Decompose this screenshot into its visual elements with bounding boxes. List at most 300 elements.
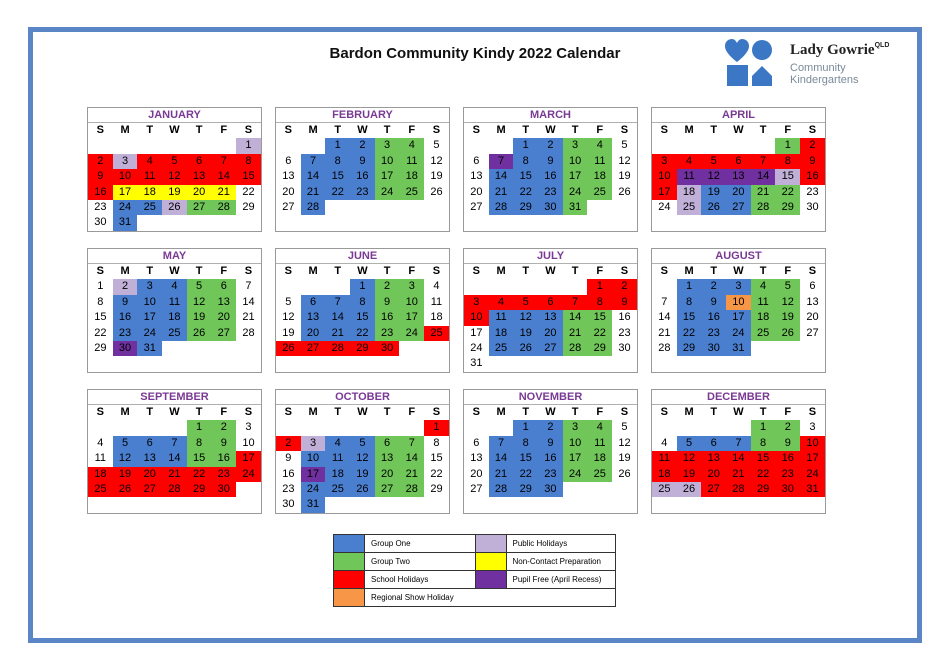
empty-cell [652,279,677,294]
day-cell: 7 [489,436,514,451]
day-cell: 21 [399,467,424,482]
day-cell: 23 [618,326,631,339]
day-cell: 27 [726,200,751,215]
logo-name: Lady Gowrie$^{QLD}$ [790,42,890,58]
weekday-header: M [684,406,694,418]
day-cell: 31 [470,357,483,370]
day-cell: 7 [489,154,514,169]
day-cell: 10 [137,295,162,310]
month-name: OCTOBER [276,390,449,405]
day-cell: 2 [211,420,236,435]
day-cell: 19 [618,170,631,183]
day-cell: 7 [563,295,588,310]
day-cell: 16 [350,169,375,184]
weekday-header: T [710,265,718,277]
day-cell: 13 [301,310,326,325]
day-cell: 15 [513,169,538,184]
day-cell: 5 [433,139,440,152]
day-cell: 6 [726,154,751,169]
day-cell: 30 [282,498,295,511]
day-cell: 13 [806,295,819,308]
empty-cell [325,420,350,435]
day-cell: 7 [245,280,252,293]
day-cell: 7 [301,154,326,169]
day-cell: 29 [242,200,255,213]
weekday-header: T [383,265,391,277]
empty-cell [424,497,449,512]
month-name: MARCH [464,108,637,123]
empty-cell [800,215,825,230]
day-cell: 6 [473,436,480,449]
day-cell: 28 [301,200,326,215]
day-cell: 23 [538,467,563,482]
day-cell: 6 [538,295,563,310]
day-cell: 24 [113,200,138,215]
weekday-header: M [308,124,318,136]
day-cell: 12 [282,311,295,324]
day-cell: 16 [538,169,563,184]
day-cell: 12 [618,154,631,167]
day-cell: 4 [162,279,187,294]
empty-cell [726,497,751,512]
day-cell: 4 [587,138,612,153]
day-cell: 15 [513,451,538,466]
day-cell: 29 [587,341,612,356]
day-cell: 11 [430,295,443,308]
day-cell: 30 [806,200,819,213]
day-cell: 25 [587,467,612,482]
day-cell: 24 [726,326,751,341]
empty-cell [236,341,261,356]
weekday-header: T [146,124,154,136]
empty-cell [751,215,776,230]
day-cell: 27 [806,326,819,339]
empty-cell [563,356,588,371]
empty-cell [424,356,449,371]
day-cell: 16 [211,451,236,466]
day-cell: 30 [618,341,631,354]
day-cell: 1 [677,279,702,294]
day-cell: 7 [399,436,424,451]
weekday-header: M [120,124,130,136]
empty-cell [489,420,514,435]
day-cell: 24 [800,467,825,482]
day-cell: 20 [187,185,212,200]
empty-cell [301,215,326,230]
weekday-header: T [146,265,154,277]
day-cell: 29 [677,341,702,356]
legend-label: Group Two [371,557,410,566]
day-cell: 20 [211,310,236,325]
empty-cell [276,279,301,294]
empty-cell [137,138,162,153]
weekday-header: W [733,124,744,136]
day-cell: 31 [563,200,588,215]
day-cell: 18 [88,467,113,482]
day-cell: 25 [424,326,449,341]
day-cell: 20 [470,467,483,480]
day-cell: 3 [301,436,326,451]
day-cell: 27 [137,482,162,497]
day-cell: 13 [470,452,483,465]
day-cell: 11 [94,452,107,465]
day-cell: 6 [809,280,816,293]
day-cell: 9 [538,154,563,169]
day-cell: 11 [489,310,514,325]
month-name: MAY [88,249,261,264]
weekday-header: M [684,124,694,136]
day-cell: 1 [236,138,261,153]
day-cell: 28 [658,341,671,354]
empty-cell [587,497,612,512]
month-name: JUNE [276,249,449,264]
day-cell: 3 [809,421,816,434]
weekday-header: S [472,124,481,136]
empty-cell [276,215,301,230]
weekday-header: T [146,406,154,418]
day-cell: 10 [652,169,677,184]
weekday-header: T [383,124,391,136]
day-cell: 14 [399,451,424,466]
weekday-header: T [334,124,342,136]
empty-cell [236,215,261,230]
day-cell: 1 [587,279,612,294]
day-cell: 9 [538,436,563,451]
weekday-header: S [284,124,293,136]
day-cell: 14 [242,295,255,308]
day-cell: 19 [282,326,295,339]
day-cell: 23 [701,326,726,341]
day-cell: 21 [658,326,671,339]
weekday-header: W [357,406,368,418]
day-cell: 22 [775,185,800,200]
day-cell: 28 [489,200,514,215]
month-november [463,389,638,514]
weekday-header: T [383,406,391,418]
month-february [275,107,450,232]
day-cell: 2 [375,279,400,294]
empty-cell [211,497,236,512]
empty-cell [424,200,449,215]
empty-cell [563,497,588,512]
weekday-header: S [660,265,669,277]
empty-cell [489,279,514,294]
empty-cell [464,279,489,294]
weekday-header: T [522,124,530,136]
empty-cell [162,356,187,371]
empty-cell [399,420,424,435]
day-cell: 17 [800,451,825,466]
empty-cell [113,420,138,435]
day-cell: 4 [677,154,702,169]
day-cell: 27 [538,341,563,356]
empty-cell [701,138,726,153]
weekday-header: T [195,406,203,418]
day-cell: 8 [587,295,612,310]
day-cell: 30 [375,341,400,356]
day-cell: 8 [513,154,538,169]
empty-cell [587,356,612,371]
day-cell: 16 [775,451,800,466]
weekday-header: S [96,124,105,136]
day-cell: 10 [242,436,255,449]
day-cell: 9 [775,436,800,451]
day-cell: 16 [800,169,825,184]
weekday-header: S [284,406,293,418]
empty-cell [489,356,514,371]
day-cell: 27 [211,326,236,341]
day-cell: 16 [282,467,295,480]
day-cell: 15 [94,311,107,324]
day-cell: 3 [464,295,489,310]
weekday-header: M [120,265,130,277]
weekday-header: T [522,406,530,418]
day-cell: 11 [399,154,424,169]
day-cell: 4 [587,420,612,435]
day-cell: 19 [350,467,375,482]
day-cell: 17 [137,310,162,325]
day-cell: 1 [424,420,449,435]
day-cell: 4 [433,280,440,293]
day-cell: 2 [775,420,800,435]
empty-cell [211,356,236,371]
empty-cell [276,356,301,371]
month-grid [276,405,449,513]
legend-swatch [334,589,365,606]
day-cell: 13 [726,169,751,184]
day-cell: 8 [350,295,375,310]
empty-cell [652,420,677,435]
day-cell: 12 [775,295,800,310]
day-cell: 31 [301,497,326,512]
logo [724,38,924,90]
month-grid [652,123,825,231]
day-cell: 12 [701,169,726,184]
day-cell: 2 [113,279,138,294]
legend-swatch [476,553,507,570]
weekday-header: T [334,406,342,418]
empty-cell [751,341,776,356]
empty-cell [677,497,702,512]
day-cell: 4 [325,436,350,451]
empty-cell [513,215,538,230]
empty-cell [375,215,400,230]
day-cell: 22 [751,467,776,482]
empty-cell [375,200,400,215]
empty-cell [464,420,489,435]
day-cell: 9 [88,169,113,184]
empty-cell [612,356,637,371]
empty-cell [677,138,702,153]
day-cell: 22 [242,185,255,198]
day-cell: 17 [652,185,677,200]
day-cell: 18 [325,467,350,482]
day-cell: 8 [325,154,350,169]
empty-cell [800,356,825,371]
day-cell: 18 [652,467,677,482]
day-cell: 10 [399,295,424,310]
day-cell: 2 [276,436,301,451]
day-cell: 14 [211,169,236,184]
weekday-header: S [808,406,817,418]
day-cell: 9 [350,154,375,169]
empty-cell [652,215,677,230]
day-cell: 12 [162,169,187,184]
day-cell: 3 [375,138,400,153]
empty-cell [137,420,162,435]
day-cell: 14 [658,311,671,324]
day-cell: 10 [800,436,825,451]
weekday-header: M [120,406,130,418]
weekday-header: F [408,265,416,277]
legend [333,534,616,607]
day-cell: 20 [301,326,326,341]
weekday-header: F [784,265,792,277]
weekday-header: S [808,265,817,277]
day-cell: 11 [137,169,162,184]
day-cell: 28 [211,200,236,215]
empty-cell [677,420,702,435]
day-cell: 26 [775,326,800,341]
day-cell: 18 [162,310,187,325]
day-cell: 12 [187,295,212,310]
day-cell: 10 [726,295,751,310]
weekday-header: S [284,265,293,277]
empty-cell [162,420,187,435]
empty-cell [751,138,776,153]
empty-cell [88,138,113,153]
day-cell: 17 [563,451,588,466]
empty-cell [775,356,800,371]
day-cell: 15 [775,169,800,184]
day-cell: 5 [513,295,538,310]
day-cell: 22 [513,185,538,200]
day-cell: 30 [701,341,726,356]
empty-cell [775,341,800,356]
day-cell: 2 [538,420,563,435]
empty-cell [162,497,187,512]
day-cell: 10 [563,436,588,451]
month-name: FEBRUARY [276,108,449,123]
legend-label: Non-Contact Preparation [512,557,601,566]
day-cell: 5 [621,421,628,434]
empty-cell [187,138,212,153]
day-cell: 22 [513,467,538,482]
empty-cell [612,215,637,230]
day-cell: 3 [399,279,424,294]
day-cell: 9 [375,295,400,310]
empty-cell [652,356,677,371]
weekday-header: M [308,265,318,277]
empty-cell [162,138,187,153]
empty-cell [113,138,138,153]
day-cell: 8 [236,154,261,169]
day-cell: 30 [94,216,107,229]
day-cell: 23 [375,326,400,341]
empty-cell [399,200,424,215]
weekday-header: S [620,406,629,418]
day-cell: 19 [513,326,538,341]
empty-cell [563,482,588,497]
weekday-header: S [432,265,441,277]
day-cell: 23 [94,200,107,213]
month-grid [652,405,825,513]
day-cell: 23 [806,185,819,198]
weekday-header: S [244,124,253,136]
day-cell: 8 [187,436,212,451]
day-cell: 1 [775,138,800,153]
day-cell: 30 [211,482,236,497]
empty-cell [399,215,424,230]
empty-cell [677,215,702,230]
day-cell: 30 [775,482,800,497]
empty-cell [489,138,514,153]
day-cell: 19 [677,467,702,482]
day-cell: 28 [399,482,424,497]
day-cell: 5 [701,154,726,169]
weekday-header: T [571,406,579,418]
empty-cell [236,497,261,512]
day-cell: 28 [242,326,255,339]
empty-cell [187,356,212,371]
empty-cell [350,356,375,371]
day-cell: 4 [97,436,104,449]
empty-cell [350,200,375,215]
weekday-header: F [596,406,604,418]
empty-cell [325,215,350,230]
month-name: APRIL [652,108,825,123]
day-cell: 27 [470,482,483,495]
day-cell: 4 [137,154,162,169]
day-cell: 21 [489,185,514,200]
day-cell: 30 [538,200,563,215]
day-cell: 11 [587,436,612,451]
empty-cell [489,215,514,230]
day-cell: 26 [187,326,212,341]
empty-cell [375,497,400,512]
day-cell: 26 [350,482,375,497]
day-cell: 23 [538,185,563,200]
day-cell: 6 [473,154,480,167]
empty-cell [726,356,751,371]
weekday-header: M [496,124,506,136]
day-cell: 15 [350,310,375,325]
legend-label: Pupil Free (April Recess) [512,575,602,584]
empty-cell [612,482,637,497]
day-cell: 22 [587,326,612,341]
empty-cell [701,420,726,435]
weekday-header: W [733,406,744,418]
legend-label: Group One [371,539,411,548]
day-cell: 10 [464,310,489,325]
day-cell: 8 [677,295,702,310]
month-april [651,107,826,232]
weekday-header: T [334,265,342,277]
month-grid [464,405,637,513]
legend-swatch [334,571,365,588]
empty-cell [424,215,449,230]
empty-cell [399,341,424,356]
day-cell: 1 [325,138,350,153]
day-cell: 23 [282,482,295,495]
day-cell: 11 [677,169,702,184]
day-cell: 29 [350,341,375,356]
day-cell: 1 [187,420,212,435]
day-cell: 9 [285,452,292,465]
day-cell: 6 [701,436,726,451]
day-cell: 19 [113,467,138,482]
empty-cell [211,341,236,356]
